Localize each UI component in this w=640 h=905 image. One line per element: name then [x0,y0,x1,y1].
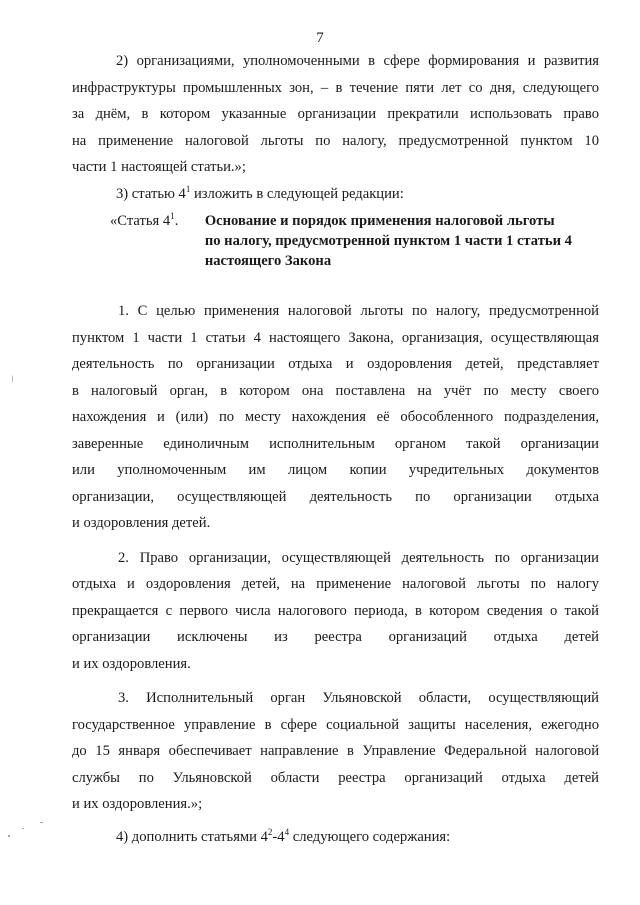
text-line: до 15 января обеспечивает направление в Управление Федеральной налоговой [72,743,599,759]
amendment-text: изложить в следующей редакции: [190,185,404,202]
text-line: части 1 настоящей статьи.»; [72,159,246,175]
article-label: «Статья $4^1$. [110,211,179,229]
text-line: и оздоровления детей. [72,515,211,531]
scan-speck [22,828,24,829]
article-title [205,211,599,271]
text-line: и их оздоровления.»; [72,796,203,812]
text-line: 2) организациями, уполномоченными в сфере формирования и развития [116,53,599,69]
text-line: 2. Право организации, осуществляющей деятельность по организации [118,549,599,566]
amendment-text: 3) статью 4 [116,185,186,202]
article-title-line: по налогу, предусмотренной пунктом 1 части 1 статьи 4 [204,233,572,249]
amendment-item-3 [72,181,599,208]
superscript: 1 [170,211,175,221]
text-line: 3. Исполнительный орган Ульяновской области, осуществляющий [118,690,599,706]
text-line: службы по Ульяновской области реестра организаций отдыха детей [72,769,599,786]
scan-speck [8,835,10,837]
text-line: пунктом 1 части 1 статьи 4 настоящего Закона, организация, осуществляющая [72,329,599,346]
article-title-line: настоящего Закона [204,253,332,269]
superscript: 1 [185,183,191,194]
paragraph-2 [72,545,599,678]
text-line: организации исключены из реестра организаций отдыха детей [72,629,599,645]
superscript: 4 [284,826,290,837]
text-line: и их оздоровления. [72,655,191,672]
text-line: инфраструктуры промышленных зон, – в течение пяти лет со дня, следующего [72,79,599,96]
text-line: на применение налоговой льготы по налогу, предусмотренной пунктом 10 [72,132,599,149]
text-line: прекращается с первого числа налогового периода, в котором сведения о такой [72,602,599,619]
text-line: в налоговый орган, в котором она поставлена на учёт по месту своего [72,382,599,399]
article-title-line: Основание и порядок применения налоговой льготы [204,213,555,229]
text-line: деятельность по организации отдыха и оздоровления детей, представляет [72,356,599,372]
text-line: отдыха и оздоровления детей, на применение налоговой льготы по налогу [72,576,599,592]
page-number: 7 [316,30,324,46]
paragraph-3 [72,685,599,818]
article-heading [110,211,599,271]
text-line: или уполномоченным им лицом копии учредительных документов [72,462,599,478]
scan-speck [40,822,43,823]
document-body [72,48,599,850]
text-line: за днём, в котором указанные организации прекратили использовать право [72,106,599,122]
scan-speck [12,375,13,383]
text-line: 1. С целью применения налоговой льготы по налогу, предусмотренной [118,303,599,319]
text-line: государственное управление в сфере социальной защиты населения, ежегодно [72,716,599,733]
text-line: организации, осуществляющей деятельность по организации отдыха [72,488,599,505]
paragraph-1 [72,298,599,537]
text-line: заверенные единоличным исполнительным органом такой организации [72,435,599,452]
amendment-item-4: 4) дополнить статьями $4^2-4^4$ следующего содержания: [116,826,451,845]
superscript: 2 [267,826,273,837]
text-line: нахождения и (или) по месту нахождения её обособленного подразделения, [72,409,599,425]
